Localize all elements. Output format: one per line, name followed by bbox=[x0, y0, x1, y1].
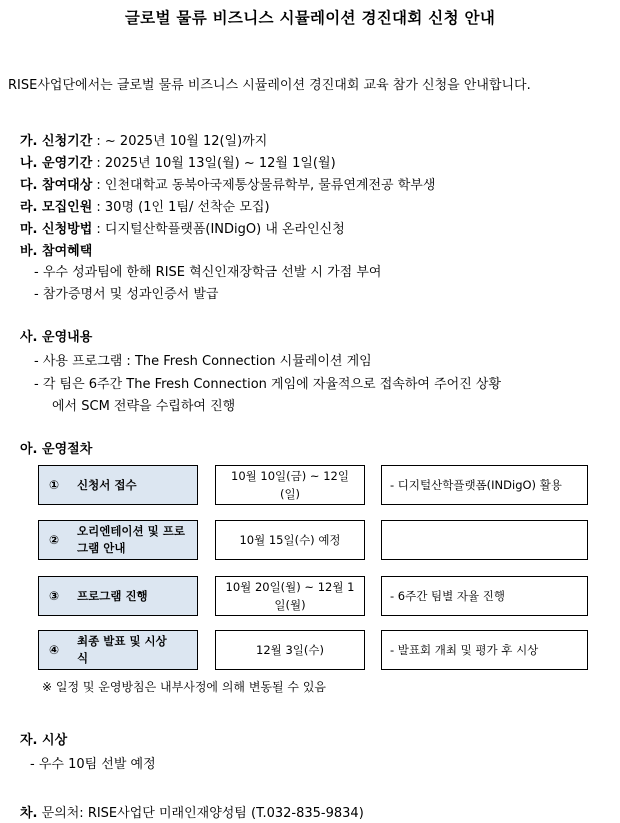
item-method bbox=[20, 218, 345, 237]
step-label-box bbox=[38, 465, 198, 505]
item-value: : 30명 (1인 1팀/ 선착순 모집) bbox=[92, 200, 270, 215]
contact-text: 문의처: RISE사업단 미래인재양성팀 (T.032-835-9834) bbox=[37, 806, 364, 821]
intro-text: RISE사업단에서는 글로벌 물류 비즈니스 시뮬레이션 경진대회 교육 참가 신청을 안내합니다. bbox=[8, 78, 531, 93]
step-number: ④ bbox=[49, 643, 60, 657]
item-value: : 인천대학교 동북아국제통상물류학부, 물류연계전공 학부생 bbox=[92, 178, 436, 193]
operation-line: - 사용 프로그램 : The Fresh Connection 시뮬레이션 게임 bbox=[34, 354, 372, 369]
item-value: : ~ 2025년 10월 12(일)까지 bbox=[92, 134, 268, 149]
section-award-heading: 자. 시상 bbox=[20, 733, 68, 748]
item-benefits bbox=[20, 240, 92, 259]
contact-label: 차. bbox=[20, 806, 38, 821]
item-label: 가. 신청기간 bbox=[20, 134, 93, 149]
step-label-box bbox=[38, 630, 198, 670]
step-note: - 6주간 팀별 자율 진행 bbox=[381, 576, 588, 616]
item-eligibility bbox=[20, 174, 435, 193]
step-label-box bbox=[38, 576, 198, 616]
operation-line: - 각 팀은 6주간 The Fresh Connection 게임에 자율적으로 접속하여 주어진 상황 bbox=[34, 377, 502, 392]
step-date: 12월 3일(수) bbox=[215, 630, 365, 670]
item-application-period bbox=[20, 130, 267, 149]
item-value: : 2025년 10월 13일(월) ~ 12월 1일(월) bbox=[92, 156, 336, 171]
step-note: - 디지털산학플랫폼(INDigO) 활용 bbox=[381, 465, 588, 505]
step-name: 오리엔테이션 및 프로그램 안내 bbox=[77, 524, 185, 555]
step-date: 10월 20일(월) ~ 12월 1일(월) bbox=[215, 576, 365, 616]
step-note bbox=[381, 520, 588, 560]
item-label: 바. 참여혜택 bbox=[20, 244, 93, 259]
item-operation-period bbox=[20, 152, 336, 171]
step-name: 최종 발표 및 시상식 bbox=[77, 634, 167, 665]
operation-line: 에서 SCM 전략을 수립하여 진행 bbox=[52, 399, 236, 414]
step-name: 신청서 접수 bbox=[77, 477, 137, 492]
item-value: : 디지털산학플랫폼(INDigO) 내 온라인신청 bbox=[92, 222, 345, 237]
award-line: - 우수 10팀 선발 예정 bbox=[30, 757, 156, 772]
item-label: 나. 운영기간 bbox=[20, 156, 93, 171]
step-number: ② bbox=[49, 533, 60, 547]
page-title: 글로벌 물류 비즈니스 시뮬레이션 경진대회 신청 안내 bbox=[124, 9, 496, 27]
section-operation-heading: 사. 운영내용 bbox=[20, 330, 93, 345]
step-note: - 발표회 개최 및 평가 후 시상 bbox=[381, 630, 588, 670]
benefit-item: - 참가증명서 및 성과인증서 발급 bbox=[34, 287, 219, 302]
benefit-item: - 우수 성과팀에 한해 RISE 혁신인재장학금 선발 시 가점 부여 bbox=[34, 265, 382, 280]
step-number: ① bbox=[49, 478, 60, 492]
schedule-footnote: ※ 일정 및 운영방침은 내부사정에 의해 변동될 수 있음 bbox=[42, 680, 327, 694]
item-capacity bbox=[20, 196, 270, 215]
section-procedure-heading: 아. 운영절차 bbox=[20, 442, 93, 457]
item-label: 다. 참여대상 bbox=[20, 178, 93, 193]
step-number: ③ bbox=[49, 589, 60, 603]
step-label-box bbox=[38, 520, 198, 560]
step-name: 프로그램 진행 bbox=[77, 588, 148, 603]
contact-line bbox=[20, 802, 364, 821]
item-label: 라. 모집인원 bbox=[20, 200, 93, 215]
item-label: 마. 신청방법 bbox=[20, 222, 93, 237]
step-date: 10월 10일(금) ~ 12일(일) bbox=[215, 465, 365, 505]
step-date: 10월 15일(수) 예정 bbox=[215, 520, 365, 560]
